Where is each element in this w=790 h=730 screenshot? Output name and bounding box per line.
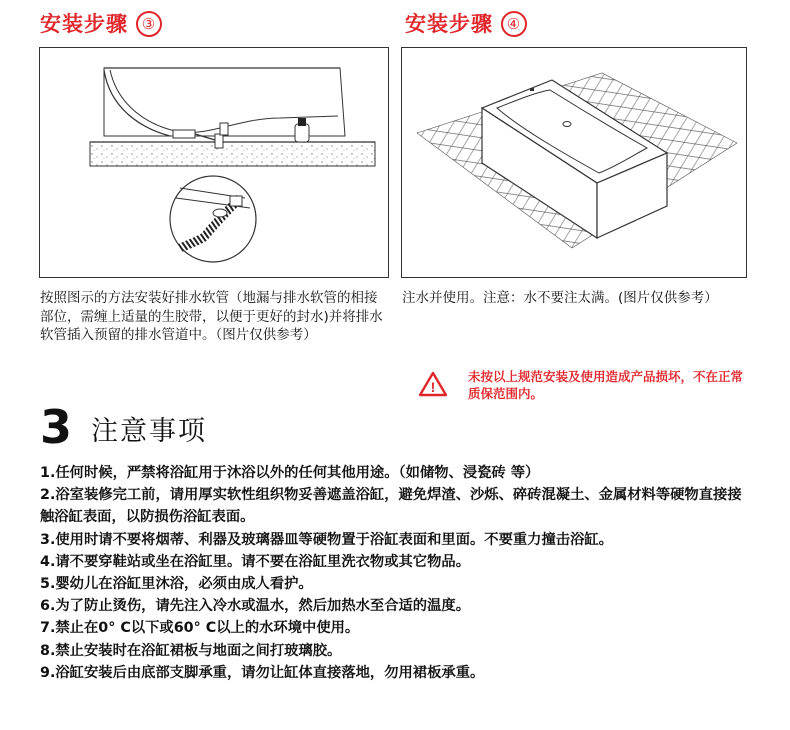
step-3-illustration (39, 47, 389, 278)
step-4-caption: 注水并使用。注意：水不要注太满。(图片仅供参考） (402, 290, 718, 306)
notes-list (40, 462, 755, 684)
step-4-illustration (401, 47, 747, 278)
note-item-1: 1.任何时候，严禁将浴缸用于沐浴以外的任何其他用途。（如储物、浸瓷砖 等） (40, 465, 540, 481)
note-item-7: 7.禁止在0° C以下或60° C以上的水环境中使用。 (40, 620, 360, 637)
warning-symbol: ! (430, 379, 436, 395)
note-item-6: 6.为了防止烫伤，请先注入冷水或温水，然后加热水至合适的温度。 (40, 598, 470, 615)
step-3-number: ③ (136, 11, 162, 37)
note-item-3: 3.使用时请不要将烟蒂、利器及玻璃器皿等硬物置于浴缸表面和里面。不要重力撞击浴缸。 (40, 531, 613, 548)
note-item-4: 4.请不要穿鞋站或坐在浴缸里。请不要在浴缸里洗衣物或其它物品。 (40, 553, 470, 570)
note-item-8: 8.禁止安装时在浴缸裙板与地面之间打玻璃胶。 (40, 642, 342, 659)
warning-icon (419, 371, 447, 397)
note-item-5: 5.婴幼儿在浴缸里沐浴，必须由成人看护。 (40, 576, 313, 593)
step-3-title-text: 安装步骤 (40, 12, 128, 36)
step-4-title (405, 8, 527, 38)
section-number: 3 (40, 400, 73, 454)
step-4-title-text: 安装步骤 (405, 12, 493, 36)
step-4-number: ④ (501, 11, 527, 37)
note-item-2: 2.浴室装修完工前，请用厚实软性组织物妥善遮盖浴缸，避免焊渣、沙烁、碎砖混凝土、金属材料等硬物直接接触浴缸表面，以防损伤浴缸表面。 (40, 487, 742, 526)
drain-hose-installation-drawing (40, 48, 387, 276)
step-3-title (40, 8, 162, 38)
note-item-9: 9.浴缸安装后由底部支脚承重，请勿让缸体直接落地，勿用裙板承重。 (40, 664, 485, 681)
bathtub-filled-drawing (402, 48, 745, 276)
section-title: 注意事项 (91, 416, 207, 447)
warning-text: 未按以上规范安装及使用造成产品损坏，不在正常质保范围内。 (468, 369, 744, 401)
step-3-caption: 按照图示的方法安装好排水软管（地漏与排水软管的相接部位，需缠上适量的生胶带，以便于更好的封水)并将排水软管插入预留的排水管道中。（图片仅供参考） (40, 290, 383, 343)
